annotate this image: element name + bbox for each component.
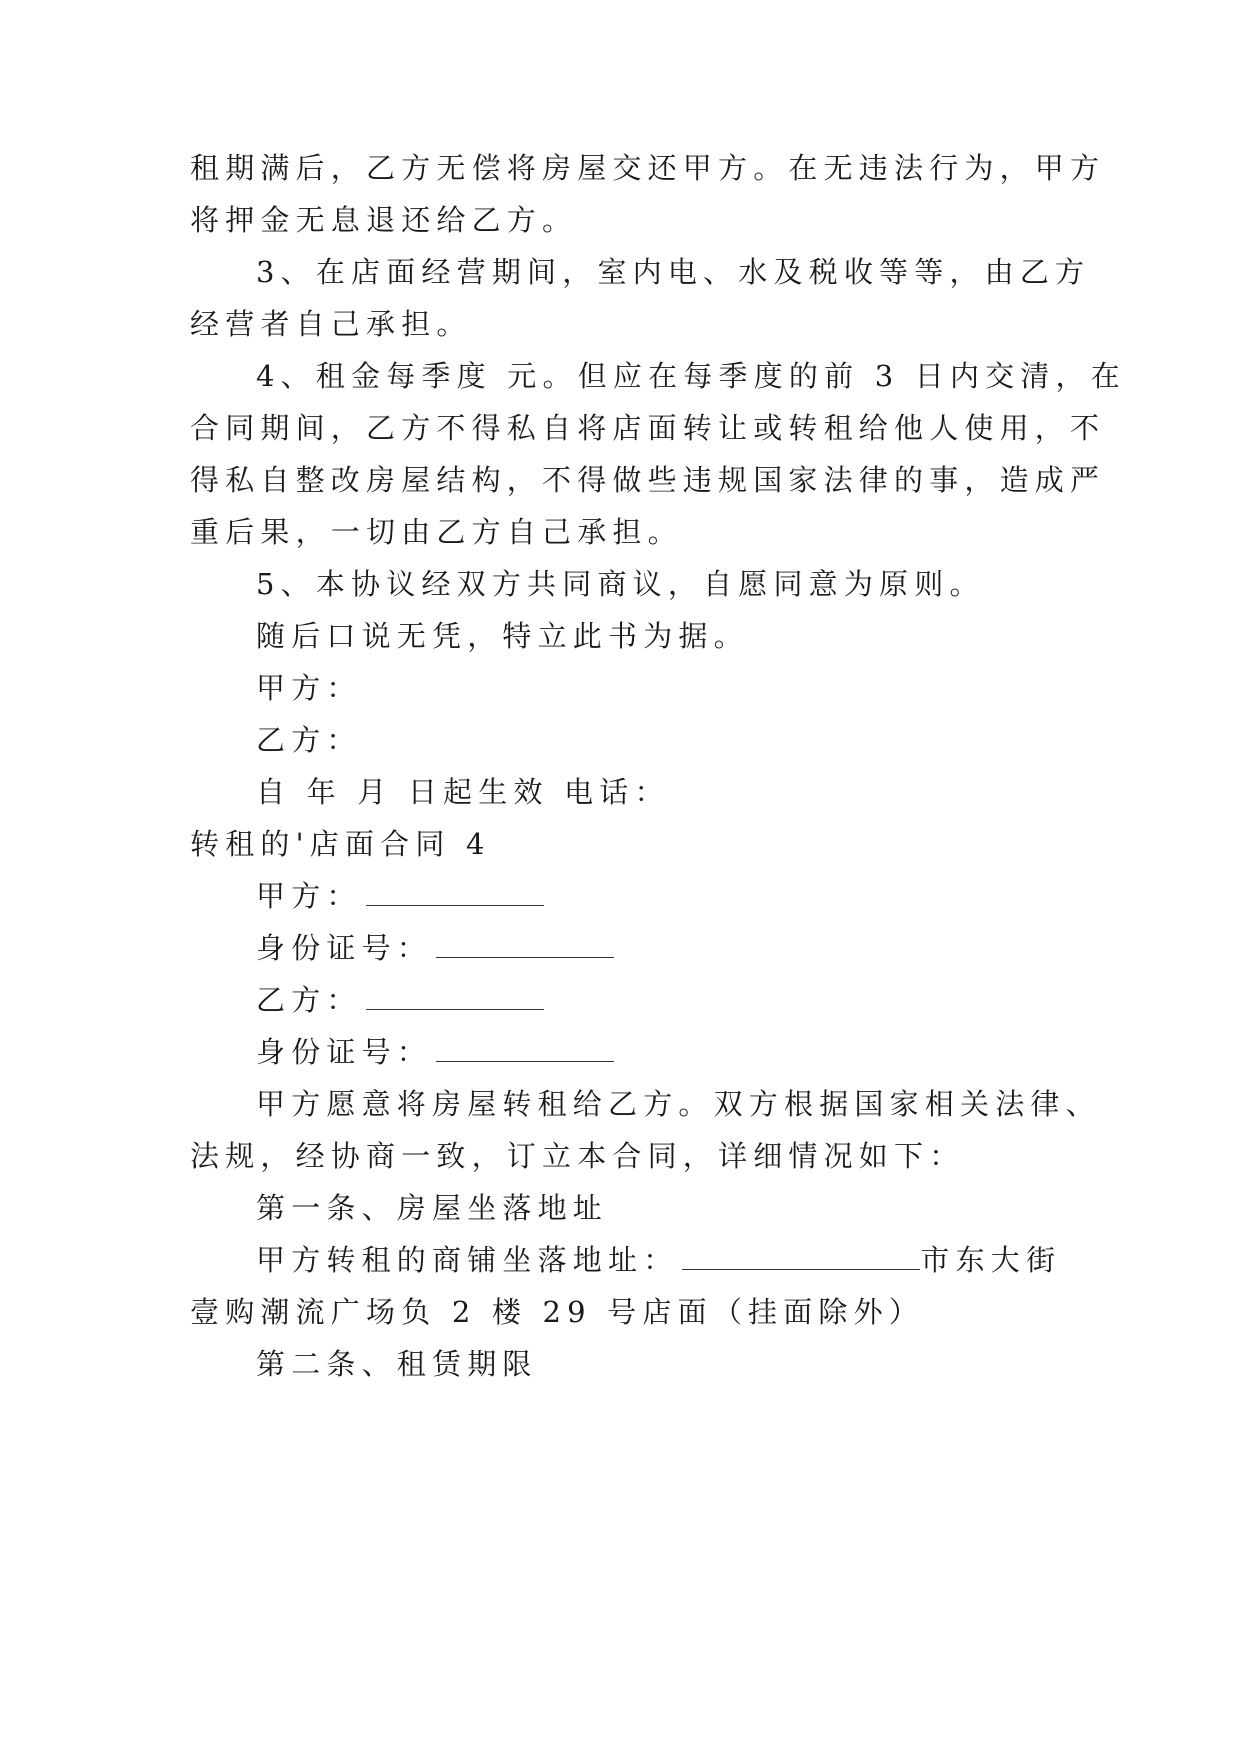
party-a-field bbox=[256, 876, 544, 916]
clause-3-line: 3、在店面经营期间，室内电、水及税收等等，由乙方 bbox=[256, 255, 1091, 289]
id-number-label: 身份证号： bbox=[256, 1035, 433, 1069]
article-1-heading: 第一条、房屋坐落地址 bbox=[256, 1191, 609, 1225]
paragraph-line: 租期满后，乙方无偿将房屋交还甲方。在无违法行为，甲方 bbox=[190, 151, 1106, 185]
address-blank bbox=[682, 1247, 920, 1270]
address-line bbox=[256, 1240, 1061, 1280]
paragraph-line: 经营者自己承担。 bbox=[190, 307, 472, 341]
party-a-id-blank bbox=[436, 935, 614, 958]
section-title: 转租的'店面合同 4 bbox=[190, 827, 491, 861]
id-number-label: 身份证号： bbox=[256, 931, 433, 965]
effective-date-line: 自 年 月 日起生效 电话： bbox=[256, 775, 670, 809]
paragraph-line: 甲方愿意将房屋转租给乙方。双方根据国家相关法律、 bbox=[256, 1087, 1101, 1121]
party-b-label: 乙方： bbox=[256, 723, 362, 757]
party-b-id-field bbox=[256, 1032, 614, 1072]
party-a-id-field bbox=[256, 928, 614, 968]
party-b-label: 乙方： bbox=[256, 983, 362, 1017]
paragraph-line: 重后果，一切由乙方自己承担。 bbox=[190, 515, 683, 549]
clause-4-line: 4、租金每季度 元。但应在每季度的前 3 日内交清，在 bbox=[256, 359, 1126, 393]
party-a-label: 甲方： bbox=[256, 671, 362, 705]
party-a-blank bbox=[366, 883, 544, 906]
paragraph-line: 合同期间，乙方不得私自将店面转让或转租给他人使用，不 bbox=[190, 411, 1106, 445]
party-b-id-blank bbox=[436, 1039, 614, 1062]
paragraph-line: 法规，经协商一致，订立本合同，详细情况如下： bbox=[190, 1139, 965, 1173]
paragraph-line: 壹购潮流广场负 2 楼 29 号店面（挂面除外） bbox=[190, 1295, 925, 1329]
paragraph-line: 将押金无息退还给乙方。 bbox=[190, 203, 578, 237]
party-b-blank bbox=[366, 987, 544, 1010]
closing-line: 随后口说无凭，特立此书为据。 bbox=[256, 619, 749, 653]
clause-5-line: 5、本协议经双方共同商议，自愿同意为原则。 bbox=[256, 567, 985, 601]
party-a-label: 甲方： bbox=[256, 879, 362, 913]
paragraph-line: 得私自整改房屋结构，不得做些违规国家法律的事，造成严 bbox=[190, 463, 1106, 497]
article-2-heading: 第二条、租赁期限 bbox=[256, 1347, 538, 1381]
party-b-field bbox=[256, 980, 544, 1020]
address-suffix: 市东大街 bbox=[920, 1243, 1062, 1277]
address-label: 甲方转租的商铺坐落地址： bbox=[256, 1243, 679, 1277]
